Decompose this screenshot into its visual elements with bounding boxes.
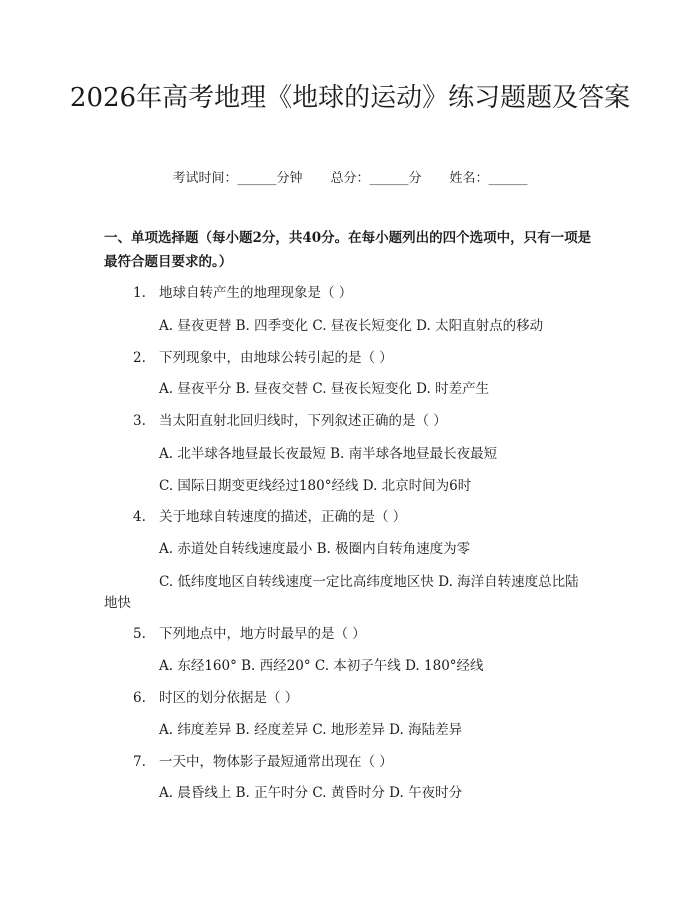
question-2-options: A. 昼夜平分 B. 昼夜交替 C. 昼夜长短变化 D. 时差产生 (159, 381, 490, 397)
student-name: 姓名：______ (449, 171, 528, 186)
question-4 (133, 505, 406, 525)
exam-score: 总分：______分 (330, 171, 422, 186)
question-2 (133, 346, 393, 366)
question-3-options-ab: A. 北半球各地昼最长夜最短 B. 南半球各地昼最长夜最短 (159, 446, 498, 462)
question-3 (133, 409, 447, 429)
question-number: 7. (133, 754, 146, 770)
section-heading: 一、单项选择题（每小题2分，共40分。在每小题列出的四个选项中，只有一项是最符合题目要求的。） (104, 230, 592, 270)
question-number: 1. (133, 285, 146, 301)
question-4-options-cd: C. 低纬度地区自转线速度一定比高纬度地区快 D. 海洋自转速度总比陆 (159, 574, 579, 590)
question-4-options-ab: A. 赤道处自转线速度最小 B. 极圈内自转角速度为零 (159, 541, 471, 557)
question-number: 5. (133, 626, 146, 642)
question-6 (133, 686, 298, 706)
question-3-options-cd: C. 国际日期变更线经过180°经线 D. 北京时间为6时 (159, 478, 472, 494)
question-number: 6. (133, 690, 146, 706)
question-number: 4. (133, 509, 146, 525)
question-5-options: A. 东经160° B. 西经20° C. 本初子午线 D. 180°经线 (159, 658, 484, 674)
question-4-continuation: 地快 (104, 595, 131, 611)
question-7 (133, 750, 393, 770)
question-number: 3. (133, 413, 146, 429)
exam-time: 考试时间：______分钟 (172, 171, 303, 186)
question-5 (133, 622, 366, 642)
question-1 (133, 281, 352, 301)
question-1-options: A. 昼夜更替 B. 四季变化 C. 昼夜长短变化 D. 太阳直射点的移动 (159, 318, 544, 334)
question-text: 下列现象中，由地球公转引起的是（ ） (159, 350, 393, 366)
question-text: 一天中，物体影子最短通常出现在（ ） (159, 754, 393, 770)
question-text: 地球自转产生的地理现象是（ ） (159, 285, 353, 301)
question-text: 当太阳直射北回归线时，下列叙述正确的是（ ） (159, 413, 447, 429)
question-text: 时区的划分依据是（ ） (159, 690, 299, 706)
question-text: 下列地点中，地方时最早的是（ ） (159, 626, 366, 642)
question-number: 2. (133, 350, 146, 366)
question-text: 关于地球自转速度的描述，正确的是（ ） (159, 509, 407, 525)
question-7-options: A. 晨昏线上 B. 正午时分 C. 黄昏时分 D. 午夜时分 (159, 785, 463, 801)
question-6-options: A. 纬度差异 B. 经度差异 C. 地形差异 D. 海陆差异 (159, 722, 463, 738)
page-title: 2026年高考地理《地球的运动》练习题题及答案 (69, 83, 631, 113)
exam-meta (0, 167, 700, 186)
